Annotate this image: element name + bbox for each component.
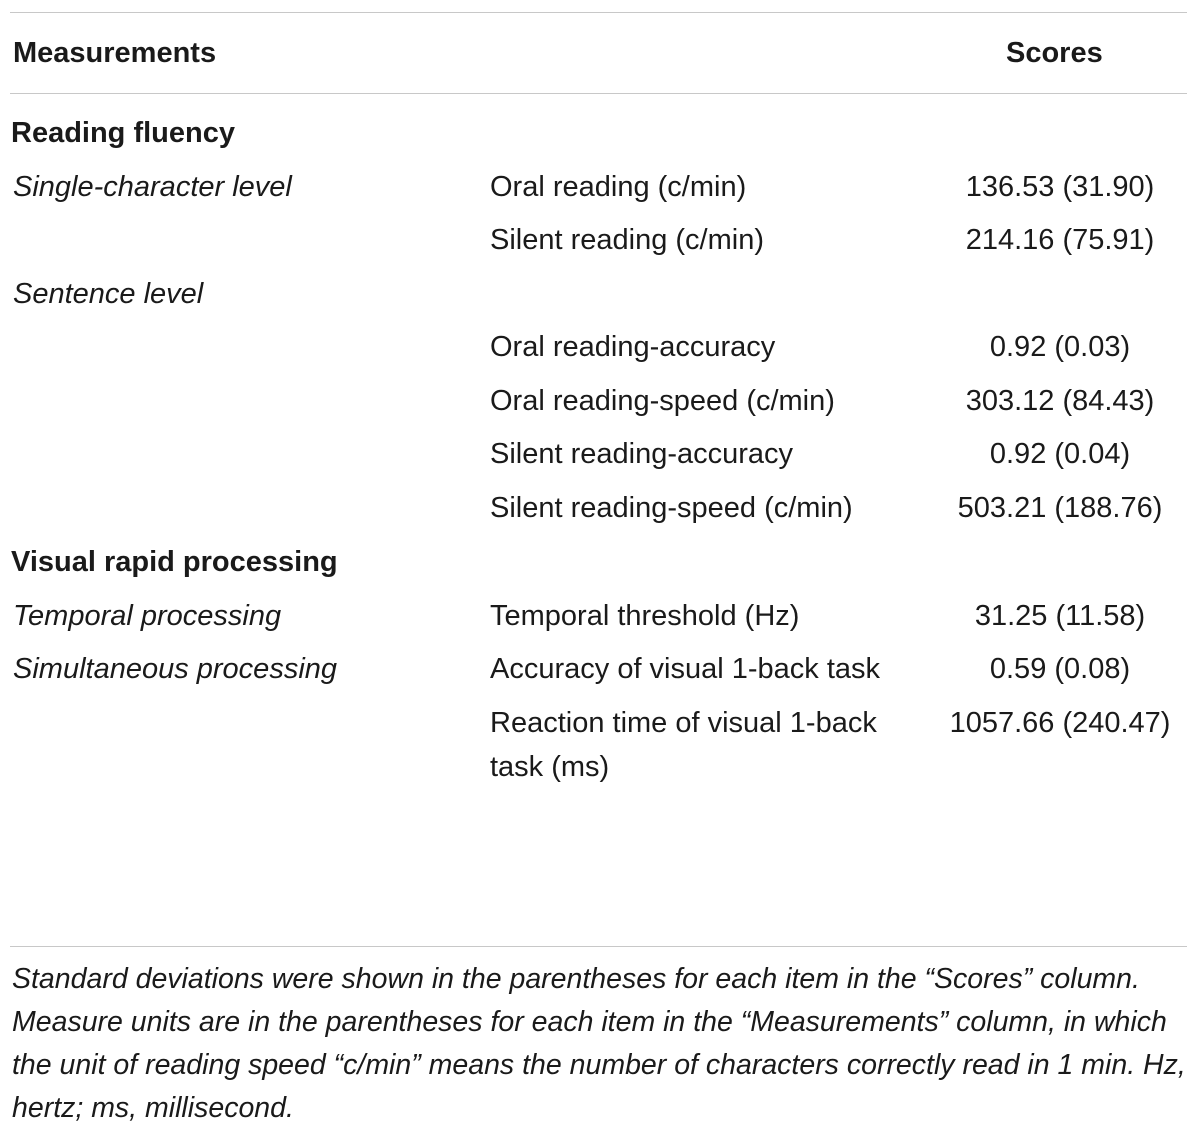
measure-cell: Silent reading-accuracy [490,438,794,470]
score-cell: 136.53 (31.90) [965,170,1155,203]
category-cell: Single-character level [13,170,292,203]
score-cell: 303.12 (84.43) [965,384,1155,417]
table-row [11,486,1191,540]
measure-cell: Oral reading (c/min) [490,170,747,203]
category-cell [11,701,478,799]
measure-cell: Temporal threshold (Hz) [490,599,800,632]
table-row [11,272,1191,326]
measurements-table [11,110,1191,799]
measure-cell [478,272,929,326]
category-cell [11,379,478,433]
section-title: Reading fluency [11,117,235,149]
table-row [11,165,1191,219]
score-cell: 503.21 (188.76) [957,491,1163,524]
table-footnote: Standard deviations were shown in the parentheses for each item in the “Scores” column. Measure units are in the parentheses for each item in the “Measurements” column, in which the unit of reading speed “c/min” means the number of characters correctly read in 1 min. Hz, hertz; ms, millisecond. [12,963,1186,1124]
table-row [11,218,1191,272]
measure-cell: Accuracy of visual 1-back task [490,653,881,685]
table-top-rule [10,12,1187,13]
column-header-scores: Scores [1006,37,1103,69]
measure-cell: Oral reading-speed (c/min) [490,384,835,417]
table-row [11,701,1191,799]
score-cell: 0.92 (0.04) [989,438,1131,470]
category-cell [11,486,478,540]
category-cell [11,432,478,486]
table-row [11,325,1191,379]
header-rule [10,93,1187,94]
table-row [11,647,1191,701]
measure-cell: Oral reading-accuracy [490,331,776,363]
table-row [11,594,1191,648]
measure-cell: Silent reading-speed (c/min) [490,491,853,524]
category-cell [11,325,478,379]
table-row [11,432,1191,486]
column-header-measurements: Measurements [13,37,217,69]
score-cell: 0.92 (0.03) [989,331,1131,363]
measure-cell: Silent reading (c/min) [490,224,764,256]
footer-rule [10,946,1187,947]
category-cell [11,218,478,272]
category-cell: Sentence level [13,277,204,310]
measure-cell: Reaction time of visual 1-back task (ms) [490,706,877,783]
category-cell: Simultaneous processing [13,653,338,685]
score-cell [929,272,1191,326]
table-row [11,379,1191,433]
section-row-reading-fluency [11,110,1191,165]
score-cell: 0.59 (0.08) [989,653,1131,685]
score-cell: 1057.66 (240.47) [949,706,1171,739]
section-title: Visual rapid processing [11,546,338,578]
score-cell: 31.25 (11.58) [974,599,1146,632]
category-cell: Temporal processing [13,599,282,632]
score-cell: 214.16 (75.91) [965,224,1155,256]
section-row-visual-rapid-processing [11,539,1191,594]
